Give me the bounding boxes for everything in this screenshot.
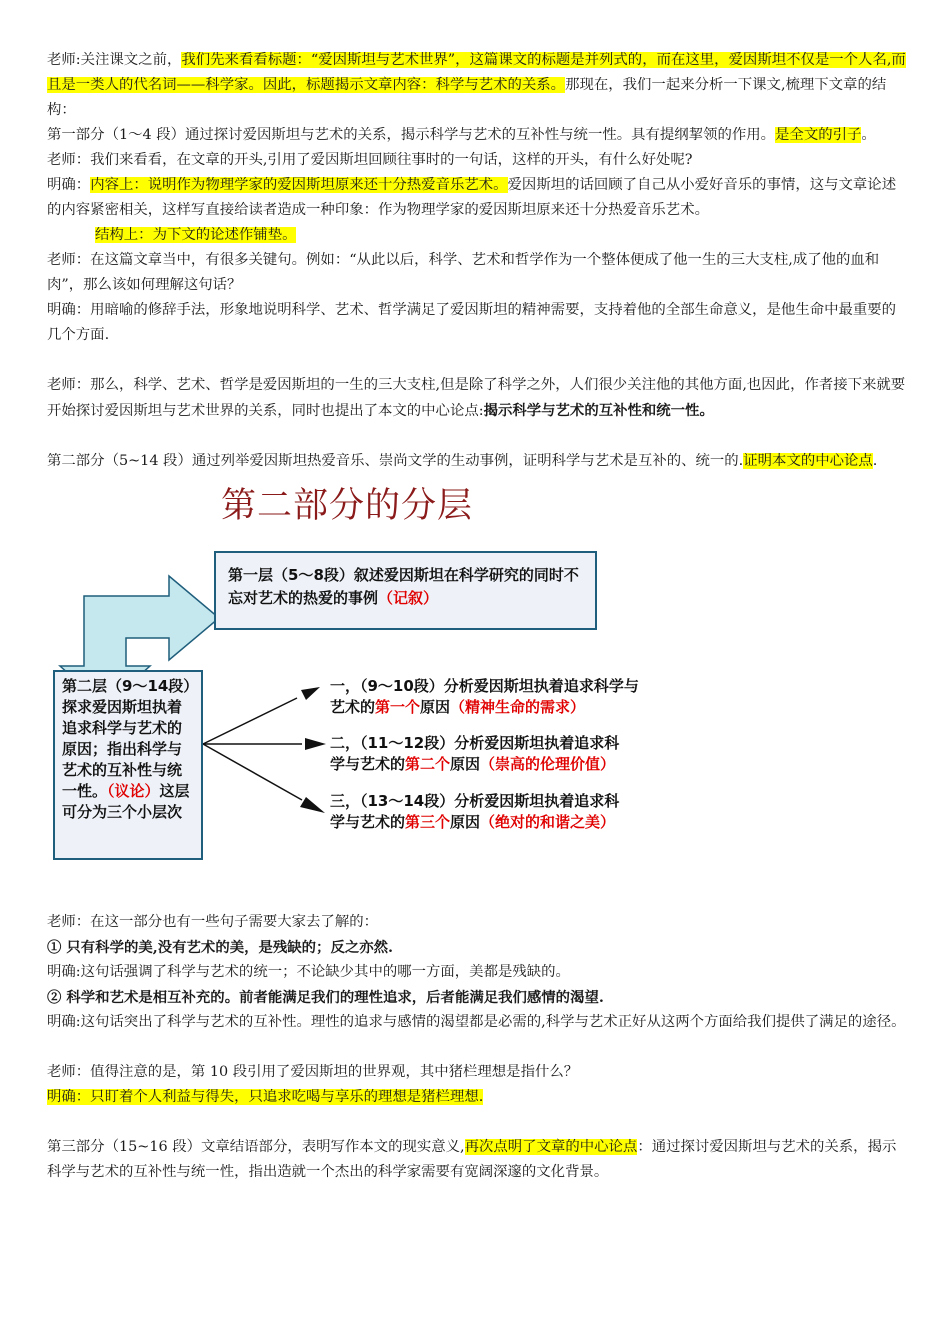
- paragraph-teacher-question-3: 老师：值得注意的是，第 10 段引用了爱因斯坦的世界观，其中猪栏理想是指什么？: [47, 1064, 579, 1080]
- paragraph-answer-5: 明确：只盯着个人利益与得失，只追求吃喝与享乐的理想是猪栏理想.: [47, 1089, 484, 1105]
- connector-line-3: [203, 744, 302, 800]
- highlight-introduction: 是全文的引子: [775, 127, 862, 143]
- highlight-prove-argument: 证明本文的中心论点: [743, 453, 873, 469]
- paragraph-answer-1: 明确：内容上：说明作为物理学家的爱因斯坦原来还十分热爱音乐艺术。爱因斯坦的话回顾了自己从小爱好音乐的事情，这与文章论述的内容紧密相关，这样写直接给读者造成一种印象：作为物理学家的爱因斯坦原来还十分热爱音乐艺术。: [47, 177, 897, 218]
- layering-diagram: [47, 478, 907, 898]
- sub-layer-item-2: 二，（11～12段）分析爱因斯坦执着追求科学与艺术的第二个原因（崇高的伦理价值）: [330, 734, 620, 773]
- highlight-content-point: 内容上：说明作为物理学家的爱因斯坦原来还十分热爱音乐艺术。: [90, 177, 508, 193]
- paragraph-answer-3: 明确:这句话强调了科学与艺术的统一；不论缺少其中的哪一方面，美都是残缺的。: [47, 964, 570, 980]
- key-sentence-2: ② 科学和艺术是相互补充的。前者能满足我们的理性追求，后者能满足我们感情的渴望.: [47, 989, 604, 1006]
- arrow-head-1: [301, 687, 320, 700]
- paragraph-answer-2: 明确：用暗喻的修辞手法，形象地说明科学、艺术、哲学满足了爱因斯坦的精神需要，支持着他的全部生命意义，是他生命中最重要的几个方面.: [47, 302, 897, 343]
- key-sentence-1: ① 只有科学的美,没有艺术的美，是残缺的；反之亦然.: [47, 939, 394, 956]
- paragraph-central-argument: 老师：那么，科学、艺术、哲学是爱因斯坦的一生的三大支柱,但是除了科学之外，人们很少关注他的其他方面,也因此，作者接下来就要开始探讨爱因斯坦与艺术世界的关系，同时也提出了本文的中心论点:揭示科学与艺术的互补性和统一性。: [47, 377, 906, 419]
- diagram-title: 第二部分的分层: [221, 486, 474, 526]
- sub-layer-item-1: 一，（9～10段）分析爱因斯坦执着追求科学与艺术的第一个原因（精神生命的需求）: [330, 677, 639, 716]
- paragraph-structure-point: 结构上：为下文的论述作铺垫。: [95, 227, 297, 243]
- paragraph-teacher-sentences: 老师：在这一部分也有一些句子需要大家去了解的：: [47, 914, 378, 930]
- paragraph-part-one: 第一部分（1～4 段）通过探讨爱因斯坦与艺术的关系，揭示科学与艺术的互补性与统一性。具有提纲挈领的作用。是全文的引子。: [47, 127, 876, 143]
- first-layer-box: 第一层（5～8段）叙述爱因斯坦在科学研究的同时不忘对艺术的热爱的事例（记叙）: [214, 551, 597, 630]
- highlight-restate-argument: 再次点明了文章的中心论点: [464, 1139, 638, 1155]
- paragraph-intro: 老师:关注课文之前，我们先来看看标题：“爱因斯坦与艺术世界”，这篇课文的标题是并列式的，而在这里，爱因斯坦不仅是一个人名,而且是一类人的代名词——科学家。因此，标题揭示文章内容：科学与艺术的关系。那现在，我们一起来分析一下课文,梳理下文章的结构：: [47, 52, 906, 118]
- document-page: [47, 48, 907, 1185]
- paragraph-teacher-question-2: 老师：在这篇文章当中，有很多关键句。例如：“从此以后，科学、艺术和哲学作为一个整体便成了他一生的三大支柱,成了他的血和肉”，那么该如何理解这句话？: [47, 252, 880, 293]
- second-layer-box: 第二层（9～14段）探求爱因斯坦执着追求科学与艺术的原因；指出科学与艺术的互补性与统一性。（议论）这层可分为三个小层次: [53, 670, 203, 860]
- sub-layer-item-3: 三，（13～14段）分析爱因斯坦执着追求科学与艺术的第三个原因（绝对的和谐之美）: [330, 792, 620, 831]
- paragraph-part-three: 第三部分（15~16 段）文章结语部分，表明写作本文的现实意义,再次点明了文章的中心论点：通过探讨爱因斯坦与艺术的关系，揭示科学与艺术的互补性与统一性，指出造就一个杰出的科学家需要有宽阔深邃的文化背景。: [47, 1139, 897, 1180]
- connector-line-1: [203, 698, 297, 744]
- central-argument-bold: 揭示科学与艺术的互补性和统一性。: [483, 402, 714, 419]
- highlight-title-analysis: 我们先来看看标题：“爱因斯坦与艺术世界”，这篇课文的标题是并列式的，而在这里，爱因斯坦不仅是一个人名,而且是一类人的代名词——科学家。因此，标题揭示文章内容：科学与艺术的关系。: [47, 52, 906, 93]
- paragraph-part-two: 第二部分（5~14 段）通过列举爱因斯坦热爱音乐、崇尚文学的生动事例，证明科学与艺术是互补的、统一的.证明本文的中心论点.: [47, 453, 878, 469]
- arrow-head-2: [305, 738, 326, 750]
- paragraph-answer-4: 明确:这句话突出了科学与艺术的互补性。理性的追求与感情的渴望都是必需的,科学与艺术正好从这两个方面给我们提供了满足的途径。: [47, 1014, 906, 1030]
- arrow-head-3: [300, 797, 325, 813]
- paragraph-teacher-question-1: 老师：我们来看看，在文章的开头,引用了爱因斯坦回顾往事时的一句话，这样的开头，有什么好处呢?: [47, 152, 693, 168]
